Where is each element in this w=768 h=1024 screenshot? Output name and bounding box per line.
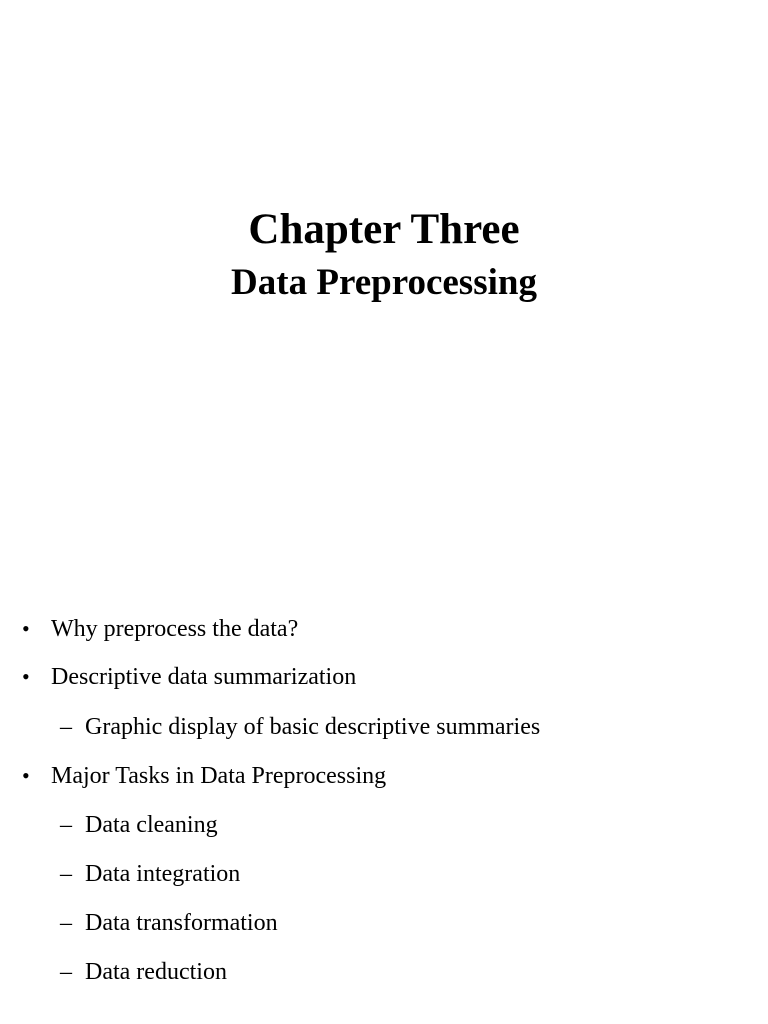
dash-icon: –: [60, 910, 72, 936]
chapter-subtitle: Data Preprocessing: [231, 262, 537, 303]
outline-subitem-text: Data cleaning: [85, 812, 218, 838]
chapter-title: Chapter Three: [248, 206, 520, 253]
outline-item-text: Major Tasks in Data Preprocessing: [51, 763, 387, 789]
dash-icon: –: [60, 812, 72, 838]
outline-subitem-text: Data reduction: [85, 959, 227, 985]
bullet-icon: •: [22, 664, 30, 689]
outline-subitem-text: Data integration: [85, 861, 241, 887]
dash-icon: –: [60, 714, 72, 740]
outline-item-text: Why preprocess the data?: [51, 616, 299, 642]
outline-item-text: Descriptive data summarization: [51, 664, 357, 690]
bullet-icon: •: [22, 616, 30, 641]
outline-subitem-text: Graphic display of basic descriptive summaries: [85, 714, 541, 740]
bullet-icon: •: [22, 763, 30, 788]
dash-icon: –: [60, 959, 72, 985]
outline-subitem-text: Data transformation: [85, 910, 278, 936]
dash-icon: –: [60, 861, 72, 887]
